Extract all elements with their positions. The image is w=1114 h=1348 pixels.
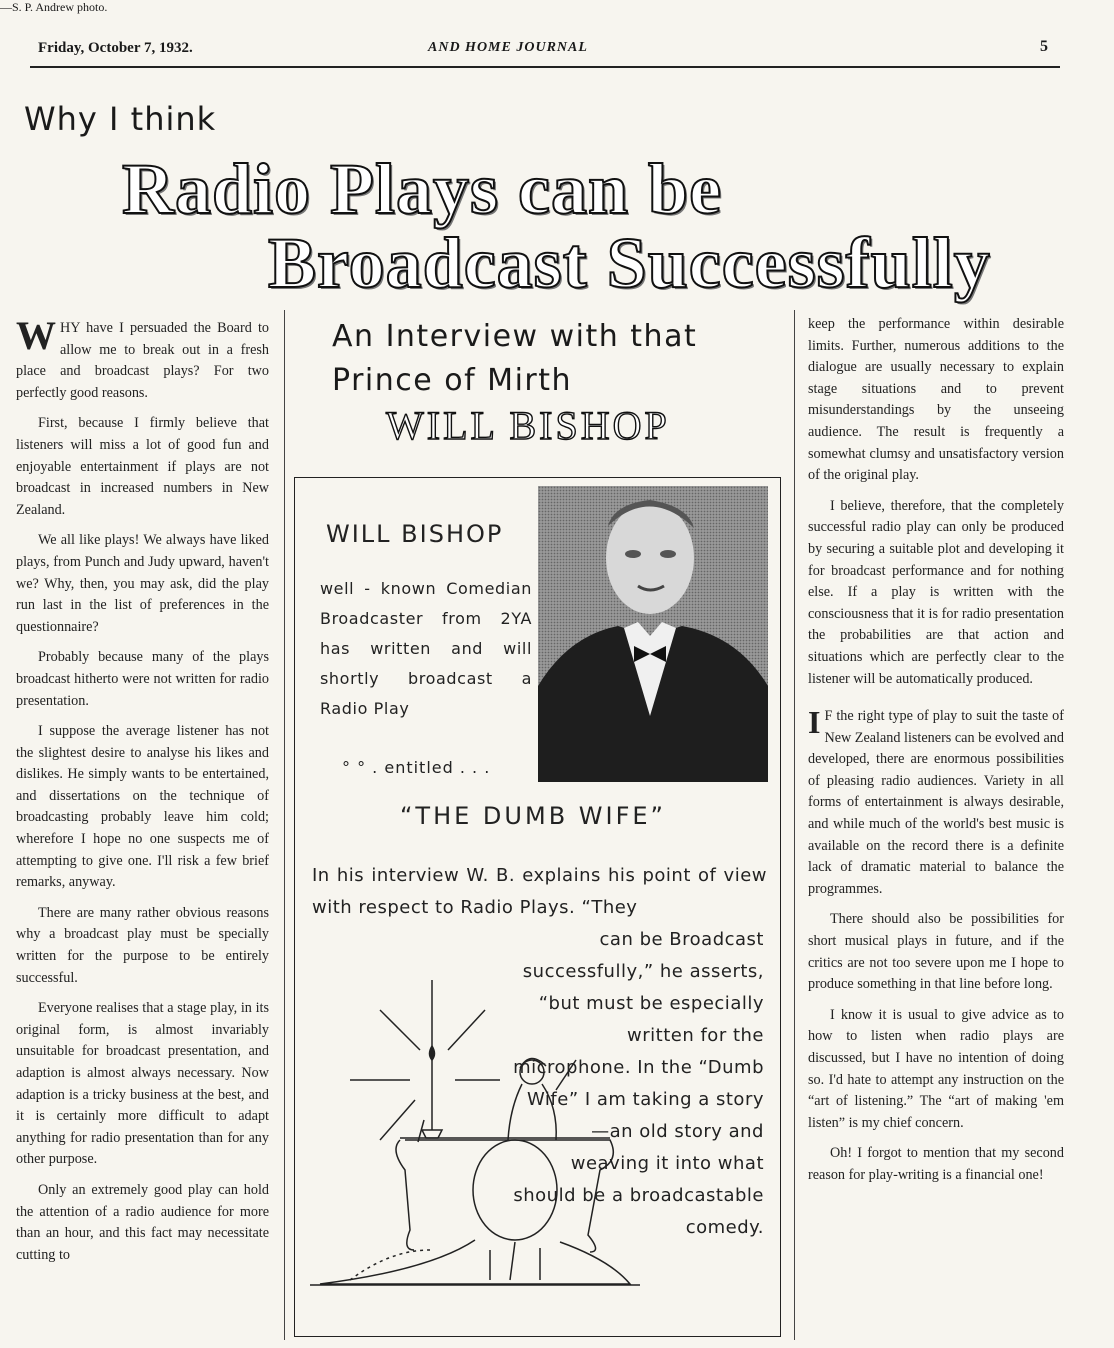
interview-line-2: Prince of Mirth	[332, 363, 573, 398]
column-divider	[284, 310, 285, 1340]
paragraph: Probably because many of the plays broadcast hitherto were not written for radio presentation.	[16, 649, 269, 709]
interview-heading	[332, 315, 772, 403]
headline-line-2: Broadcast Successfully	[268, 223, 991, 303]
play-title: “THE DUMB WIFE”	[400, 802, 666, 830]
paragraph: I know it is usual to give advice as to how to listen when radio plays are discussed, but I have no intention of doing so. I'd hate to attempt any instruction on the “art of listening.” The “art of making 'em listen” is my chief concern.	[808, 1006, 1064, 1131]
headline-kicker: Why I think	[24, 100, 217, 138]
drop-cap: I	[808, 704, 821, 741]
page-number: 5	[1040, 38, 1048, 55]
paragraph: We all like plays! We always have liked plays, from Punch and Judy upward, haven't we? Why, then, you may ask, did the play run last in the list of preferences in the questionnaire?	[16, 532, 269, 635]
box-description: well - known Comedian Broadcaster from 2YA has written and will shortly broadcast a Radio Play	[320, 579, 532, 718]
journal-name: AND HOME JOURNAL	[428, 40, 588, 55]
left-article-column	[16, 313, 269, 1275]
paragraph: I F the right type of play to suit the taste of New Zealand listeners can be evolved and developed, there are enormous possibilities of pleasing radio audiences. Variety in all forms of entertainment is always desirable, and while much of the world's best music is available on the record there is a definite lack of dramatic material to balance the programmes.	[808, 704, 1064, 897]
paragraph: First, because I firmly believe that listeners will miss a lot of good fun and enjoyable entertainment if plays are not broadcast in increased numbers in New Zealand.	[16, 415, 269, 518]
interview-line-1: An Interview with that	[332, 319, 698, 354]
interview-quote-intro: In his interview W. B. explains his point of view with respect to Radio Plays. “They	[312, 865, 767, 918]
paragraph: WHY have I persuaded the Board to allow me to break out in a fresh place and broadcast plays? For two perfectly good reasons.	[16, 313, 269, 401]
column-divider	[794, 310, 795, 1340]
paragraph: I suppose the average listener has not the slightest desire to analyse his likes and dislikes. He simply wants to be entertained, and dissertations on the technique of broadcasting probably leave him cold; wherefore I hope no one suspects me of attempting to give one. I'll risk a few brief remarks, anyway.	[16, 723, 269, 891]
paragraph: There should also be possibilities for short musical plays in future, and if the critics are not too severe upon me I hope to produce something in that line before long.	[808, 911, 1064, 993]
entitled-text: ° ° . entitled . . .	[342, 758, 491, 777]
paragraph: Everyone realises that a stage play, in its original form, is almost invariably unsuitable for broadcast presentation, and adaption is almost always necessary. Now adaption is a tricky business at the best, and it is certainly more difficult to adapt anything for radio presentation than for any other purpose.	[16, 1000, 269, 1168]
paragraph: Only an extremely good play can hold the attention of a radio audience for more than an hour, and this fact may necessitate cutting to	[16, 1181, 269, 1263]
headline-line-1: Radio Plays can be	[122, 149, 723, 229]
interview-quote-body: can be Broadcast successfully,” he asserts, “but must be especially written for the microphone. In the “Dumb Wife” I am taking a story —an old story and weaving it into what should be a broadcastable comedy.	[513, 929, 764, 1238]
paragraph: I believe, therefore, that the completely successful radio play can only be produced by securing a suitable plot and developing it for broadcast performance and for nothing else. If a play is written with the consciousness that it is for radio presentation the probabilities are that action and situations which are perfectly clear to the listener will be automatically produced.	[808, 497, 1064, 687]
candle-lady-illustration	[310, 980, 640, 1290]
drop-cap: W	[16, 313, 56, 358]
running-header	[38, 40, 1048, 64]
paragraph: keep the performance within desirable limits. Further, numerous additions to the dialogue are usually necessary to explain stage situations and to prevent misunderstandings by the unseeing audience. The result is frequently a somewhat clumsy and unsatisfactory version of the original play.	[808, 316, 1064, 484]
paragraph: There are many rather obvious reasons why a broadcast play must be specially written for the purpose to be entirely successful.	[16, 904, 269, 986]
paragraph: Oh! I forgot to mention that my second reason for play-writing is a financial one!	[808, 1145, 1064, 1183]
subject-name: WILL BISHOP	[386, 403, 670, 448]
header-rule	[30, 66, 1060, 68]
right-article-column	[808, 314, 1064, 1196]
photo-credit: —S. P. Andrew photo.	[0, 0, 108, 14]
issue-date: Friday, October 7, 1932.	[38, 40, 193, 56]
box-title: WILL BISHOP	[326, 520, 504, 548]
portrait-photo	[538, 486, 768, 782]
